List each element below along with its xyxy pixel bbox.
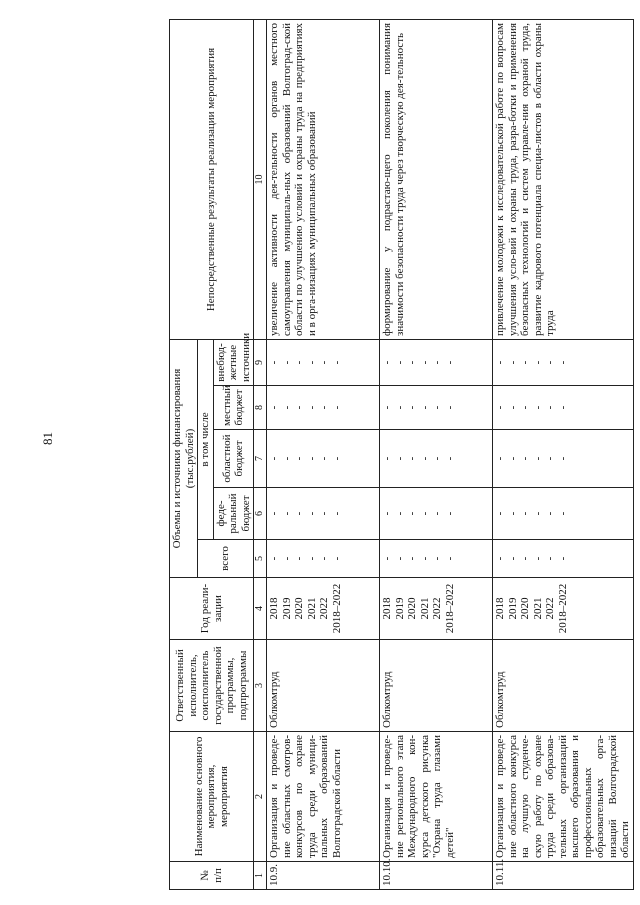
index-cell: 2 bbox=[254, 732, 267, 862]
funding-value: - bbox=[268, 405, 280, 410]
funding-value: - bbox=[330, 456, 343, 461]
funding-value: - bbox=[268, 360, 280, 365]
funding-value: - bbox=[556, 556, 569, 561]
funding-value: - bbox=[418, 556, 431, 561]
funding-value: - bbox=[381, 360, 393, 365]
funding-value: - bbox=[556, 456, 569, 461]
funding-value: - bbox=[443, 511, 456, 516]
funding-value: - bbox=[381, 511, 393, 516]
funding-cell bbox=[267, 339, 380, 385]
year-value: 2019 bbox=[506, 597, 519, 620]
funding-value: - bbox=[305, 405, 318, 410]
table-body bbox=[267, 19, 634, 889]
funding-cell bbox=[267, 430, 380, 488]
row-number: 10.9. bbox=[267, 862, 380, 890]
header-total: всего bbox=[198, 540, 254, 578]
funding-value: - bbox=[406, 360, 418, 365]
funding-cell bbox=[267, 386, 380, 430]
funding-value: - bbox=[431, 511, 443, 516]
funding-value: - bbox=[318, 405, 330, 410]
funding-cell bbox=[380, 488, 493, 540]
funding-value: - bbox=[280, 360, 293, 365]
funding-value: - bbox=[544, 511, 556, 516]
funding-value: - bbox=[381, 456, 393, 461]
row-years bbox=[493, 578, 634, 640]
funding-cell bbox=[493, 386, 634, 430]
row-number: 10.11. bbox=[493, 862, 634, 890]
funding-value: - bbox=[494, 456, 506, 461]
index-cell: 1 bbox=[254, 862, 267, 890]
header-regional: областной бюджет bbox=[213, 430, 254, 488]
header-number: № п/п bbox=[170, 862, 254, 890]
year-value: 2021 bbox=[418, 597, 431, 620]
index-row bbox=[254, 19, 267, 889]
funding-value: - bbox=[330, 405, 343, 410]
row-name: Организация и проведе-ние регионального этапа Международного кон-курса детского рисунка "Охрана труда глазами детей" bbox=[380, 732, 493, 862]
funding-value: - bbox=[381, 556, 393, 561]
funding-value: - bbox=[305, 556, 318, 561]
funding-value: - bbox=[531, 405, 544, 410]
funding-cell bbox=[267, 488, 380, 540]
row-executor: Облкомтруд bbox=[380, 640, 493, 732]
funding-value: - bbox=[544, 405, 556, 410]
funding-cell bbox=[380, 386, 493, 430]
funding-value: - bbox=[556, 511, 569, 516]
row-result: привлечение молодежи к исследовательской работе по вопросам улучшения усло-вий и охраны труда, разра-ботки и применения безопасных технологий и систем управле-ния охраной труда, развитие кадрового потенциала специа-листов в области охраны труда bbox=[493, 19, 634, 339]
year-value: 2020 bbox=[406, 597, 418, 620]
row-result: формирование у подрастаю-щего поколения понимания значимости безопасности труда через творческую дея-тельность bbox=[380, 19, 493, 339]
funding-value: - bbox=[330, 511, 343, 516]
funding-cell bbox=[380, 430, 493, 488]
funding-value: - bbox=[531, 556, 544, 561]
funding-value: - bbox=[431, 360, 443, 365]
index-cell: 4 bbox=[254, 578, 267, 640]
index-cell: 7 bbox=[254, 430, 267, 488]
funding-cell bbox=[380, 339, 493, 385]
funding-value: - bbox=[305, 360, 318, 365]
row-executor: Облкомтруд bbox=[493, 640, 634, 732]
year-value: 2018 bbox=[268, 597, 280, 620]
funding-cell bbox=[493, 339, 634, 385]
funding-value: - bbox=[531, 456, 544, 461]
funding-value: - bbox=[293, 511, 305, 516]
funding-value: - bbox=[494, 360, 506, 365]
funding-value: - bbox=[393, 360, 406, 365]
funding-cell bbox=[493, 430, 634, 488]
funding-value: - bbox=[443, 360, 456, 365]
funding-value: - bbox=[280, 405, 293, 410]
funding-value: - bbox=[443, 556, 456, 561]
funding-value: - bbox=[519, 511, 531, 516]
funding-value: - bbox=[431, 456, 443, 461]
year-value: 2018 bbox=[381, 597, 393, 620]
funding-value: - bbox=[406, 556, 418, 561]
funding-value: - bbox=[293, 405, 305, 410]
rotated-table-wrapper bbox=[169, 20, 631, 890]
year-value: 2019 bbox=[393, 597, 406, 620]
funding-value: - bbox=[544, 360, 556, 365]
year-value: 2020 bbox=[519, 597, 531, 620]
funding-value: - bbox=[293, 556, 305, 561]
funding-cell bbox=[493, 488, 634, 540]
funding-value: - bbox=[330, 360, 343, 365]
funding-value: - bbox=[531, 360, 544, 365]
funding-value: - bbox=[519, 405, 531, 410]
funding-value: - bbox=[305, 511, 318, 516]
year-value: 2022 bbox=[318, 597, 330, 620]
row-executor: Облкомтруд bbox=[267, 640, 380, 732]
header-including: в том числе bbox=[198, 339, 214, 539]
page-number: 81 bbox=[40, 432, 55, 445]
year-value: 2022 bbox=[544, 597, 556, 620]
funding-value: - bbox=[494, 556, 506, 561]
header-local: местный бюджет bbox=[213, 386, 254, 430]
funding-value: - bbox=[280, 511, 293, 516]
table-row bbox=[493, 19, 634, 889]
funding-value: - bbox=[519, 360, 531, 365]
funding-value: - bbox=[393, 456, 406, 461]
table-row bbox=[267, 19, 380, 889]
funding-value: - bbox=[406, 405, 418, 410]
funding-value: - bbox=[318, 360, 330, 365]
index-cell: 5 bbox=[254, 540, 267, 578]
table-row bbox=[380, 19, 493, 889]
header-extra: внебюд-жетные источники bbox=[213, 339, 254, 385]
funding-value: - bbox=[318, 456, 330, 461]
funding-value: - bbox=[293, 456, 305, 461]
funding-value: - bbox=[431, 405, 443, 410]
header-year: Год реали-зации bbox=[170, 578, 254, 640]
funding-value: - bbox=[393, 511, 406, 516]
row-name: Организация и проведе-ние областного конкурса на лучшую студенче-скую работу по охране труда среди образова-тельных организаций высшего образования и профессиональных образовательных орга-низаций Волгоградской области bbox=[493, 732, 634, 862]
funding-value: - bbox=[519, 456, 531, 461]
index-cell: 9 bbox=[254, 339, 267, 385]
header-results: Непосредственные результаты реализации мероприятия bbox=[170, 19, 254, 339]
funding-value: - bbox=[280, 556, 293, 561]
index-cell: 3 bbox=[254, 640, 267, 732]
funding-value: - bbox=[506, 511, 519, 516]
funding-value: - bbox=[318, 556, 330, 561]
header-funding: Объемы и источники финансирования (тыс.рублей) bbox=[170, 339, 198, 577]
funding-value: - bbox=[443, 405, 456, 410]
row-name: Организация и проведе-ние областных смотров-конкурсов по охране труда среди муници-пальных образований Волгоградской области bbox=[267, 732, 380, 862]
index-cell: 8 bbox=[254, 386, 267, 430]
row-number: 10.10. bbox=[380, 862, 493, 890]
year-value: 2018–2022 bbox=[556, 583, 569, 634]
year-value: 2021 bbox=[305, 597, 318, 620]
year-value: 2018–2022 bbox=[443, 583, 456, 634]
row-years bbox=[267, 578, 380, 640]
funding-value: - bbox=[418, 405, 431, 410]
year-value: 2019 bbox=[280, 597, 293, 620]
funding-value: - bbox=[431, 556, 443, 561]
funding-value: - bbox=[506, 456, 519, 461]
funding-value: - bbox=[280, 456, 293, 461]
funding-cell bbox=[267, 540, 380, 578]
year-value: 2018–2022 bbox=[330, 583, 343, 634]
header-executor: Ответственный исполнитель, соисполнитель государственной программы, подпрограммы bbox=[170, 640, 254, 732]
funding-value: - bbox=[418, 511, 431, 516]
funding-value: - bbox=[318, 511, 330, 516]
funding-value: - bbox=[418, 360, 431, 365]
funding-value: - bbox=[268, 511, 280, 516]
funding-value: - bbox=[305, 456, 318, 461]
year-value: 2020 bbox=[293, 597, 305, 620]
row-result: увеличение активности дея-тельности органов местного самоуправления муниципаль-ных образований Волгоград-ской области по улучшению условий и охраны труда на предприятиях и в орга-низациях муниципальных образований bbox=[267, 19, 380, 339]
funding-value: - bbox=[556, 405, 569, 410]
funding-cell bbox=[493, 540, 634, 578]
funding-value: - bbox=[293, 360, 305, 365]
funding-value: - bbox=[268, 456, 280, 461]
funding-value: - bbox=[406, 511, 418, 516]
row-years bbox=[380, 578, 493, 640]
header-name: Наименование основного мероприятия, мероприятия bbox=[170, 732, 254, 862]
funding-value: - bbox=[443, 456, 456, 461]
index-cell: 6 bbox=[254, 488, 267, 540]
year-value: 2022 bbox=[431, 597, 443, 620]
funding-value: - bbox=[544, 456, 556, 461]
funding-table bbox=[169, 19, 634, 890]
funding-cell bbox=[380, 540, 493, 578]
year-value: 2018 bbox=[494, 597, 506, 620]
funding-value: - bbox=[494, 405, 506, 410]
funding-value: - bbox=[506, 360, 519, 365]
funding-value: - bbox=[268, 556, 280, 561]
funding-value: - bbox=[544, 556, 556, 561]
funding-value: - bbox=[531, 511, 544, 516]
header-federal: феде-ральный бюджет bbox=[213, 488, 254, 540]
index-cell: 10 bbox=[254, 19, 267, 339]
funding-value: - bbox=[393, 405, 406, 410]
funding-value: - bbox=[556, 360, 569, 365]
funding-value: - bbox=[406, 456, 418, 461]
funding-value: - bbox=[381, 405, 393, 410]
funding-value: - bbox=[519, 556, 531, 561]
funding-value: - bbox=[506, 556, 519, 561]
funding-value: - bbox=[494, 511, 506, 516]
year-value: 2021 bbox=[531, 597, 544, 620]
funding-value: - bbox=[506, 405, 519, 410]
funding-value: - bbox=[393, 556, 406, 561]
funding-value: - bbox=[330, 556, 343, 561]
funding-value: - bbox=[418, 456, 431, 461]
